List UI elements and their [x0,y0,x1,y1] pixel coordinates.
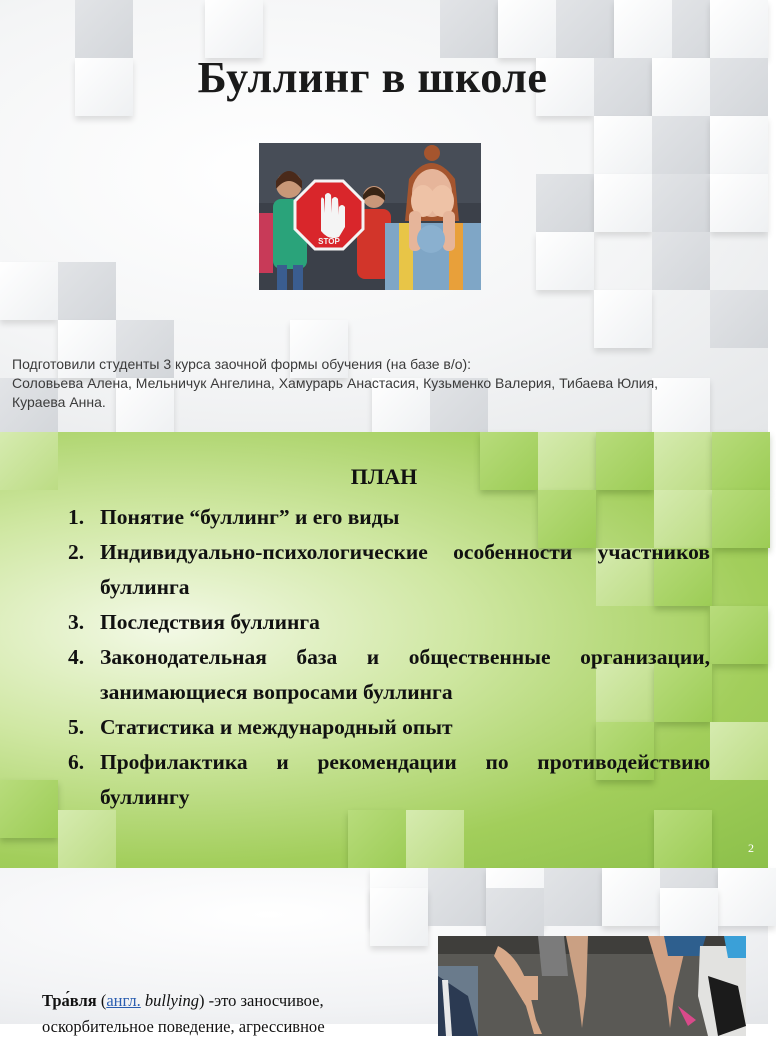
plan-item-text: Последствия буллинга [100,610,320,634]
plan-slide [0,432,768,868]
plan-item-text: Понятие “буллинг” и его виды [100,505,400,529]
definition-slide [0,868,768,1036]
authors-intro: Подготовили студенты 3 курса заочной формы обучения (на базе в/о): [12,356,472,372]
decor-tile [594,174,652,232]
decor-tile [0,262,58,320]
decor-tile [536,174,594,232]
decor-tile [594,290,652,348]
decor-tile [544,868,602,926]
decor-tile [602,868,660,926]
decor-tile [348,810,406,868]
plan-item-number: 6. [68,750,85,774]
lang-link[interactable]: англ. [106,991,141,1010]
term-word: Тра́вля [42,991,97,1010]
decor-tile [652,174,710,232]
paren-close: ) [198,991,205,1010]
plan-item-number: 5. [68,715,85,739]
definition-start: -это заносчивое, [204,991,324,1010]
plan-item [68,500,710,535]
decor-tile [710,290,768,348]
authors-names-cont: Кураева Анна. [12,394,106,410]
plan-item-text: Статистика и международный опыт [100,715,453,739]
stop-sign-label: STOP [318,237,340,246]
plan-item [68,605,710,640]
plan-item [68,535,710,605]
decor-tile [205,0,263,58]
pointing-fingers-illustration [438,936,746,1036]
plan-item-number: 4. [68,645,85,669]
page-number: 2 [748,841,754,855]
decor-tile [75,0,133,58]
decor-tile [710,606,768,664]
definition-text [42,988,422,1040]
decor-tile [712,490,770,548]
decor-tile [428,868,486,926]
stop-sign-icon [295,181,363,249]
decor-tile [370,888,428,946]
stop-bullying-photo [259,143,481,290]
plan-item [68,745,710,815]
plan-item-number: 2. [68,540,85,564]
decor-tile [710,0,768,58]
decor-tile [710,722,768,780]
plan-item [68,640,710,710]
decor-tile [536,232,594,290]
decor-tile [0,780,58,838]
children-stop-sign-illustration [259,143,481,290]
plan-item-number: 3. [68,610,85,634]
decor-tile [652,116,710,174]
decor-tile [556,0,614,58]
decor-tile [710,174,768,232]
plan-item [68,710,710,745]
authors-names: Соловьева Алена, Мельничук Ангелина, Хамурарь Анастасия, Кузьменко Валерия, Тибаева Юлия, [12,375,659,391]
hands-pointing-photo [438,936,746,1036]
plan-heading: ПЛАН [350,464,418,489]
decor-tile [654,810,712,868]
plan-item-text: Профилактика и рекомендации по противодействию буллингу [100,750,710,809]
decor-tile [614,0,672,58]
plan-item-text: Индивидуально-психологические особенности участников буллинга [100,540,710,599]
plan-item-number: 1. [68,505,85,529]
decor-tile [594,116,652,174]
decor-tile [498,0,556,58]
decor-tile [718,868,776,926]
definition-continuation: оскорбительное поведение, агрессивное [42,1017,325,1036]
plan-item-text: Законодательная база и общественные организации, занимающиеся вопросами буллинга [100,645,710,704]
decor-tile [58,262,116,320]
decor-tile [440,0,498,58]
english-term: bullying [140,991,199,1010]
authors-block [12,355,752,412]
paren-open: ( [96,991,107,1010]
decor-tile [710,116,768,174]
title-slide [0,0,768,432]
decor-tile [406,810,464,868]
plan-list [68,500,710,815]
decor-tile [652,232,710,290]
decor-tile [58,810,116,868]
slide-title: Буллинг в школе [197,53,548,102]
